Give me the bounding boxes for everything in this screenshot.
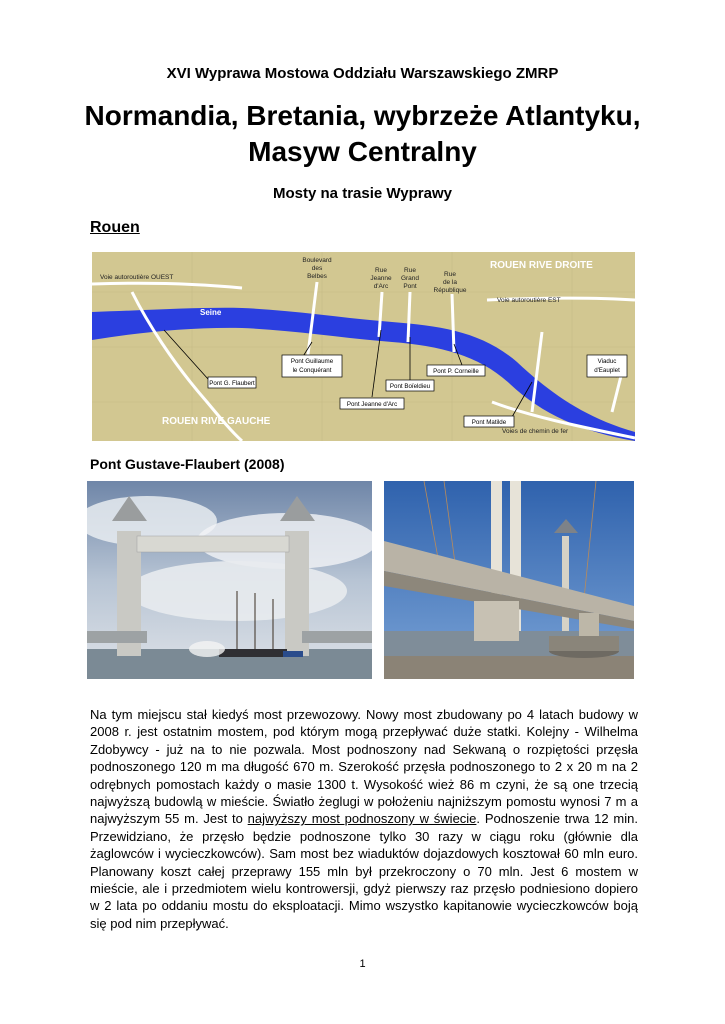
page-number: 1: [359, 958, 366, 970]
label-blvd-3: Belbes: [307, 273, 327, 280]
label-pont-guillaume-2: le Conquérant: [292, 367, 332, 374]
paragraph-underlined-text: najwyższy most podnoszony w świecie: [247, 811, 477, 827]
label-pont-corneille: Pont P. Corneille: [433, 368, 479, 375]
paragraph-text-after: . Podnoszenie trwa 12 min. Przewidziano, że przęsło będzie podnoszone tylko 30 razy w ciągu roku (głównie dla żaglowców i wycieczkowców). Sam most bez wiaduktów dojazdowych kosztował 60 mln euro. Planowany koszt całej przeprawy 155 mln był przekroczony o 70 mln. Jest 6 mostem w mieście, ale i przedmiotem wielu kontrowersji, gdyż pierwszy raz przęsło podniesiono dopiero w 2 lata po oddaniu mostu do eksploatacji. Mimo wszystko kapitanowie wycieczkowców boją się pod nim przepływać.: [90, 811, 638, 931]
section-heading: Pont Gustave-Flaubert (2008): [90, 456, 285, 472]
label-rive-gauche: ROUEN RIVE GAUCHE: [162, 416, 271, 427]
title-line-1: Normandia, Bretania, wybrzeże Atlantyku,: [84, 100, 641, 131]
document-header: XVI Wyprawa Mostowa Oddziału Warszawskiego ZMRP: [166, 65, 559, 82]
label-blvd-1: Boulevard: [302, 257, 332, 264]
label-jeanne-1: Rue: [375, 267, 387, 274]
body-paragraph: [90, 706, 638, 932]
label-grandpont-1: Rue: [404, 267, 416, 274]
rouen-bridges-map: [92, 252, 635, 441]
label-republique-3: République: [433, 287, 467, 294]
paragraph-text-before: Na tym miejscu stał kiedyś most przewozowy. Nowy most zbudowany po 4 latach budowy w 2008 r. jest ostatnim mostem, pod którym mogą przepływać duże statki. Kolejny - Wilhelma Zdobywcy - już na to nie pozwala. Most podnoszony nad Sekwaną o rozpiętości przęsła podnoszonego 120 m ma długość 670 m. Szerokość przęsła podnoszonego to 2 x 20 m na 2 odrębnych pomostach każdy o masie 1300 t. Wysokość wież 86 m czyni, że są one trzecią najwyższą budowlą w mieście. Światło żeglugi w położeniu najniższym pomostu wynosi 7 m a najwyższym 55 m. Jest to: [90, 707, 638, 827]
label-rive-droite: ROUEN RIVE DROITE: [490, 260, 593, 271]
label-republique-2: de la: [442, 279, 458, 286]
label-pont-guillaume-1: Pont Guillaume: [290, 358, 334, 365]
page-subtitle: Mosty na trasie Wyprawy: [273, 185, 452, 202]
label-voie-ouest: Voie autoroutière OUEST: [100, 274, 174, 281]
label-pont-boieldieu: Pont Boïeldieu: [389, 383, 431, 390]
photo-flaubert-bridge-deck: [384, 481, 634, 679]
label-jeanne-3: d'Arc: [373, 283, 389, 290]
label-grandpont-3: Pont: [403, 283, 417, 290]
photo-flaubert-bridge-ship: [87, 481, 372, 679]
title-line-2: Masyw Centralny: [248, 136, 477, 167]
label-viaduc-2: d'Eauplet: [594, 367, 620, 374]
label-jeanne-2: Jeanne: [370, 275, 392, 282]
label-republique-1: Rue: [444, 271, 456, 278]
label-grandpont-2: Grand: [400, 275, 420, 282]
page-title: [0, 98, 725, 170]
label-pont-flaubert: Pont G. Flaubert: [209, 380, 255, 387]
label-blvd-2: des: [311, 265, 323, 272]
label-pont-jeanne: Pont Jeanne d'Arc: [346, 401, 398, 408]
label-voie-est: Voie autoroutière EST: [497, 297, 561, 304]
label-pont-mathilde: Pont Matilde: [471, 419, 507, 426]
label-seine: Seine: [200, 308, 222, 317]
label-viaduc-1: Viaduc: [597, 358, 617, 365]
label-voies-fer: Voies de chemin de fer: [502, 428, 569, 435]
city-heading: Rouen: [90, 219, 140, 236]
